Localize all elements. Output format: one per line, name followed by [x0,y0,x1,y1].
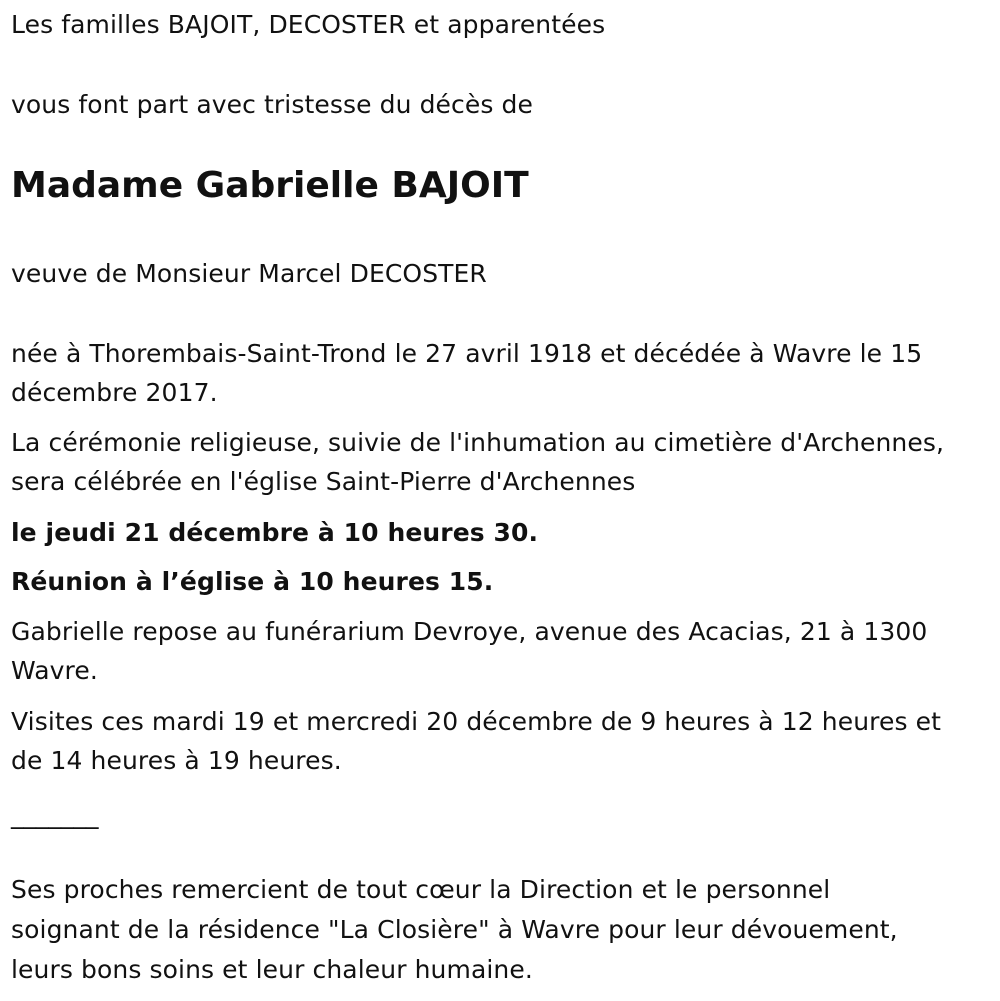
ceremony-line-2: sera célébrée en l'église Saint-Pierre d'Archennes [11,467,636,496]
thanks-line-1: Ses proches remercient de tout cœur la Direction et le personnel [11,875,831,904]
ceremony-date: le jeudi 21 décembre à 10 heures 30. [11,518,539,547]
birth-death-line-1: née à Thorembais-Saint-Trond le 27 avril 1918 et décédée à Wavre le 15 [11,339,923,368]
visits-line-1: Visites ces mardi 19 et mercredi 20 décembre de 9 heures à 12 heures et [11,707,942,736]
thanks-line-2: soignant de la résidence "La Closière" à Wavre pour leur dévouement, [11,915,898,944]
separator-line: _______ [11,800,99,829]
intro-text: Les familles BAJOIT, DECOSTER et apparentées [11,10,606,39]
thanks-line-3: leurs bons soins et leur chaleur humaine. [11,955,533,984]
birth-death-line-2: décembre 2017. [11,378,218,407]
gathering-text: Réunion à l’église à 10 heures 15. [11,567,494,596]
widow-of-text: veuve de Monsieur Marcel DECOSTER [11,259,487,288]
visits-line-2: de 14 heures à 19 heures. [11,746,342,775]
ceremony-line-1: La cérémonie religieuse, suivie de l'inhumation au cimetière d'Archennes, [11,428,945,457]
announcement-text: vous font part avec tristesse du décès de [11,90,533,119]
repose-line-2: Wavre. [11,656,98,685]
repose-line-1: Gabrielle repose au funérarium Devroye, avenue des Acacias, 21 à 1300 [11,617,928,646]
deceased-name: Madame Gabrielle BAJOIT [11,165,529,206]
